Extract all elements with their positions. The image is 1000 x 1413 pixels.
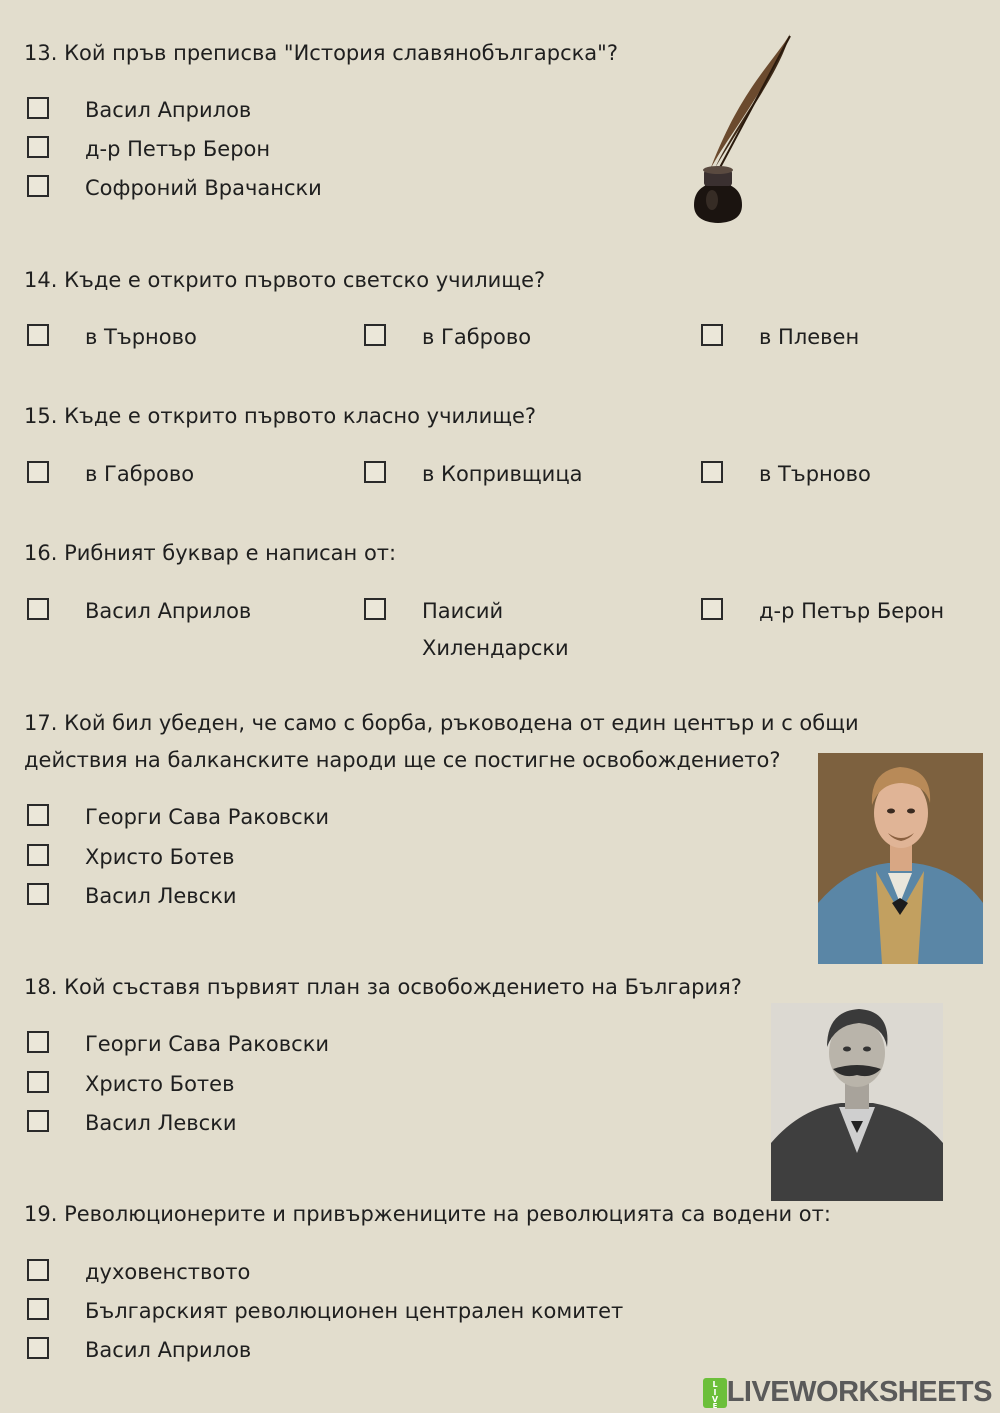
levski-portrait — [818, 753, 983, 964]
checkbox[interactable] — [27, 461, 49, 483]
checkbox[interactable] — [364, 598, 386, 620]
question-17-line1: 17. Кой бил убеден, че само с борба, ръководена от един център и с общи — [24, 711, 859, 735]
checkbox[interactable] — [27, 136, 49, 158]
rakovski-portrait — [771, 1003, 943, 1201]
checkbox[interactable] — [27, 1031, 49, 1053]
checkbox[interactable] — [701, 324, 723, 346]
checkbox[interactable] — [27, 844, 49, 866]
checkbox[interactable] — [27, 1110, 49, 1132]
liveworksheets-logo — [703, 1376, 992, 1409]
checkbox[interactable] — [27, 1071, 49, 1093]
logo-text: LIVEWORKSHEETS — [726, 1376, 992, 1408]
question-16: 16. Рибният буквар е написан от: — [24, 541, 397, 565]
checkbox[interactable] — [27, 1298, 49, 1320]
logo-badge-l: L — [712, 1379, 718, 1389]
checkbox[interactable] — [364, 461, 386, 483]
checkbox[interactable] — [27, 324, 49, 346]
logo-badge-v: V — [711, 1394, 718, 1404]
question-17-line2: действия на балканските народи ще се постигне освобождението? — [24, 748, 781, 772]
question-15: 15. Къде е открито първото класно училище? — [24, 404, 537, 428]
question-14: 14. Къде е открито първото светско училище? — [24, 268, 546, 292]
question-18: 18. Кой съставя първият план за освобождението на България? — [24, 975, 742, 999]
checkbox[interactable] — [27, 175, 49, 197]
checkbox[interactable] — [27, 97, 49, 119]
checkbox[interactable] — [27, 883, 49, 905]
checkbox[interactable] — [27, 804, 49, 826]
checkbox[interactable] — [701, 461, 723, 483]
checkbox[interactable] — [364, 324, 386, 346]
checkbox[interactable] — [27, 1337, 49, 1359]
quill-inkwell-icon — [680, 30, 800, 230]
logo-badge-e: E — [712, 1401, 718, 1408]
logo-badge-icon — [703, 1378, 727, 1408]
checkbox[interactable] — [27, 598, 49, 620]
logo-badge-i: I — [713, 1387, 717, 1397]
question-13: 13. Кой пръв преписва "История славянобългарска"? — [24, 41, 618, 65]
checkbox[interactable] — [27, 1259, 49, 1281]
checkbox[interactable] — [701, 598, 723, 620]
question-19: 19. Революционерите и привържениците на революцията са водени от: — [24, 1202, 831, 1226]
